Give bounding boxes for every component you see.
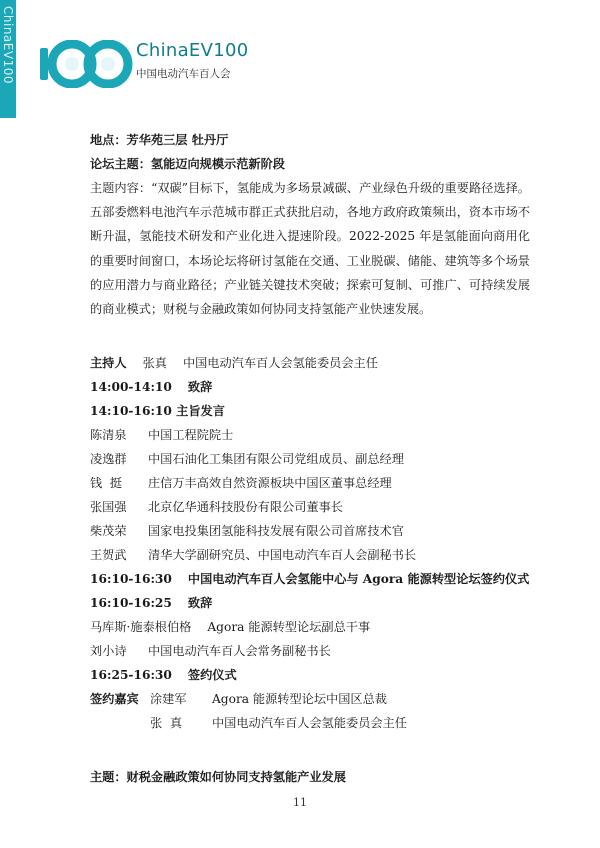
session-time: 16:10-16:30 bbox=[90, 572, 172, 587]
speaker-title: 国家电投集团氢能科技发展有限公司首席技术官 bbox=[148, 524, 404, 539]
guest-title: 中国电动汽车百人会氢能委员会主任 bbox=[212, 716, 407, 731]
speaker-name: 钱 挺 bbox=[90, 476, 123, 491]
speaker-title: 清华大学副研究员、中国电动汽车百人会副秘书长 bbox=[148, 548, 417, 563]
session-time: 14:10-16:10 bbox=[90, 404, 172, 419]
speaker-row bbox=[90, 423, 530, 447]
speaker-title: Agora 能源转型论坛副总干事 bbox=[207, 620, 371, 635]
forum-theme: 论坛主题：氢能迈向规模示范新阶段 bbox=[90, 157, 285, 171]
page-number: 11 bbox=[293, 796, 307, 809]
session-title: 致辞 bbox=[187, 380, 213, 395]
speaker-row bbox=[90, 495, 530, 519]
session-title: 签约仪式 bbox=[187, 668, 237, 683]
speaker-row bbox=[90, 615, 530, 639]
speaker-name: 刘小诗 bbox=[90, 644, 127, 659]
logo-wordmark: ChinaEV100 bbox=[136, 40, 249, 61]
speaker-title: 北京亿华通科技股份有限公司董事长 bbox=[148, 500, 343, 515]
host-name: 张真 bbox=[142, 356, 167, 371]
session-time: 16:25-16:30 bbox=[90, 668, 172, 683]
guest-title: Agora 能源转型论坛中国区总裁 bbox=[212, 692, 387, 707]
logo-mark-icon bbox=[38, 40, 138, 88]
host-title: 中国电动汽车百人会氢能委员会主任 bbox=[182, 356, 378, 371]
speaker-name: 凌逸群 bbox=[90, 452, 127, 467]
speaker-title: 中国工程院院士 bbox=[148, 428, 234, 443]
guest-name: 张 真 bbox=[150, 716, 183, 731]
session-signing bbox=[90, 663, 530, 687]
host-label: 主持人 bbox=[90, 356, 127, 371]
session-signing-ceremony bbox=[90, 567, 530, 591]
signing-guest-row bbox=[90, 711, 530, 735]
chinaev100-logo bbox=[38, 40, 249, 88]
session-keynote bbox=[90, 399, 530, 423]
speaker-name: 张国强 bbox=[90, 500, 127, 515]
signing-label: 签约嘉宾 bbox=[90, 692, 139, 707]
speaker-name: 柴茂荣 bbox=[90, 524, 127, 539]
intro-paragraph: 主题内容：“双碳”目标下，氢能成为多场景减碳、产业绿色升级的重要路径选择。五部委燃料电池汽车示范城市群正式获批启动，各地方政府政策频出，资本市场不断升温，氢能技术研发和产业化进入提速阶段。2022-2025 年是氢能面向商用化的重要时间窗口，本场论坛将研讨氢能在交通、工业脱碳、储能、建筑等多个场景的应用潜力与商业路径；产业链关键技术突破；探索可复制、可推广、可持续发展的商业模式；财税与金融政策如何协同支持氢能产业快速发展。 bbox=[90, 181, 530, 317]
speaker-row bbox=[90, 543, 530, 567]
speaker-name: 陈清泉 bbox=[90, 428, 127, 443]
speaker-row bbox=[90, 519, 530, 543]
speaker-name: 王贺武 bbox=[90, 548, 127, 563]
host-line bbox=[90, 351, 530, 375]
session-address bbox=[90, 591, 530, 615]
speaker-row bbox=[90, 471, 530, 495]
side-logo-text: ChinaEV100 bbox=[1, 6, 15, 84]
session-title: 致辞 bbox=[187, 596, 213, 611]
session-time: 14:00-14:10 bbox=[90, 380, 172, 395]
speaker-title: 中国石油化工集团有限公司党组成员、副总经理 bbox=[148, 452, 404, 467]
signing-guest-row bbox=[90, 687, 530, 711]
session-title: 中国电动汽车百人会氢能中心与 Agora 能源转型论坛签约仪式 bbox=[187, 572, 530, 587]
logo-chinese-name: 中国电动汽车百人会 bbox=[136, 68, 231, 80]
speaker-row bbox=[90, 639, 530, 663]
speaker-row bbox=[90, 447, 530, 471]
session-welcome bbox=[90, 375, 530, 399]
document-body bbox=[90, 128, 530, 789]
speaker-title: 中国电动汽车百人会常务副秘书长 bbox=[148, 644, 331, 659]
guest-name: 涂建军 bbox=[150, 692, 187, 707]
session-time: 16:10-16:25 bbox=[90, 596, 172, 611]
location-line: 地点：芳华苑三层 牡丹厅 bbox=[90, 133, 229, 147]
speaker-name: 马库斯·施泰根伯格 bbox=[90, 620, 192, 635]
session-title: 主旨发言 bbox=[176, 404, 225, 419]
next-theme: 主题：财税金融政策如何协同支持氢能产业发展 bbox=[90, 770, 346, 785]
side-color-strip bbox=[0, 0, 16, 118]
speaker-title: 庄信万丰高效自然资源板块中国区董事总经理 bbox=[148, 476, 392, 491]
